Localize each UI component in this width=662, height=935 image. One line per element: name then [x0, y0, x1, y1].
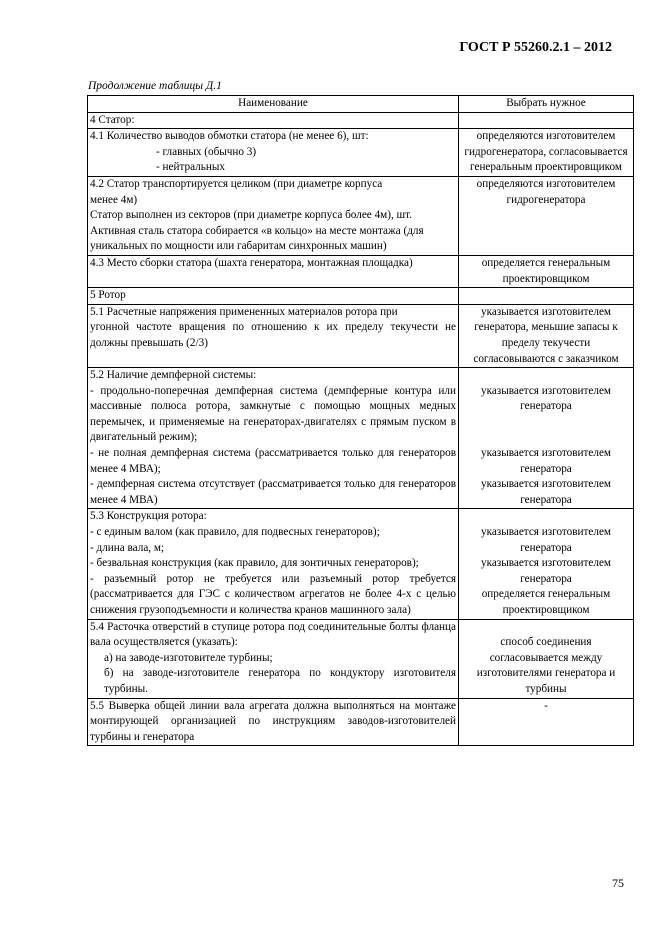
row-choice-cell: указывается изготовителем генератора указывается изготовителем генератора указывается изготовителем генератора: [459, 368, 634, 509]
table-row: [88, 112, 634, 129]
row-name-cell: 4.1 Количество выводов обмотки статора (не менее 6), шт: - главных (обычно 3) - нейтральных: [88, 129, 459, 177]
row-choice-cell: определяются изготовителем гидрогенератора, согласовывается генеральным проектировщиком: [459, 129, 634, 177]
row-choice-cell: способ соединения согласовывается между изготовителями генератора и турбины: [459, 619, 634, 698]
document-code: ГОСТ Р 55260.2.1 – 2012: [459, 40, 612, 55]
table-row: [88, 129, 634, 177]
requirements-table: [87, 95, 634, 746]
table-row: [88, 288, 634, 305]
column-header-name: Наименование: [88, 96, 459, 113]
table-row: [88, 304, 634, 367]
row-name-cell: 5.3 Конструкция ротора: - с единым валом (как правило, для подвесных генераторов); - длина вала, м; - безвальная конструкция (как правило, для зонтичных генераторов); - разъемный ротор не требуется или разъемный ротор требуется (рассматривается для ГЭС с количеством агрегатов не более 4-х с целью снижения грузоподъемности и количества кранов машинного зала): [88, 509, 459, 619]
row-name-cell: 5.5 Выверка общей линии вала агрегата должна выполняться на монтаже монтирующей организацией по инструкциям заводов-изготовителей турбины и генератора: [88, 698, 459, 746]
table-row: [88, 698, 634, 746]
row-choice-cell: -: [459, 698, 634, 746]
row-name-cell: 5.2 Наличие демпферной системы: - продольно-поперечная демпферная система (демпферные контура или массивные полюса ротора, замкнутые с помощью мощных медных перемычек, и применяемые на генераторах-двигателях с прямым пуском в двигательный режим); - не полная демпферная система (рассматривается только для генераторов менее 4 МВА); - демпферная система отсутствует (рассматривается только для генераторов менее 4 МВА): [88, 368, 459, 509]
table-row: [88, 509, 634, 619]
row-name-cell: 4 Статор:: [88, 112, 459, 129]
row-choice-cell: определяется генеральным проектировщиком: [459, 255, 634, 287]
row-choice-cell: определяются изготовителем гидрогенератора: [459, 176, 634, 255]
table-row: [88, 255, 634, 287]
row-name-cell: 5.1 Расчетные напряжения примененных материалов ротора при угонной частоте вращения по отношению к их пределу текучести не должны превышать (2/3): [88, 304, 459, 367]
table-caption: Продолжение таблицы Д.1: [88, 80, 222, 92]
row-name-cell: 5.4 Расточка отверстий в ступице ротора под соединительные болты фланца вала осуществляется (указать): а) на заводе-изготовителе турбины; б) на заводе-изготовителе генератора по кондуктору изготовителя турбины.: [88, 619, 459, 698]
page-number: 75: [612, 876, 624, 890]
row-choice-cell: [459, 112, 634, 129]
table-row: [88, 176, 634, 255]
row-choice-cell: указывается изготовителем генератора указывается изготовителем генератора определяется генеральным проектировщиком: [459, 509, 634, 619]
table-row: [88, 368, 634, 509]
row-choice-cell: [459, 288, 634, 305]
row-choice-cell: указывается изготовителем генератора, меньшие запасы к пределу текучести согласовываются с заказчиком: [459, 304, 634, 367]
row-name-cell: 4.3 Место сборки статора (шахта генератора, монтажная площадка): [88, 255, 459, 287]
table-header-row: [88, 96, 634, 113]
row-name-cell: 4.2 Статор транспортируется целиком (при диаметре корпуса менее 4м) Статор выполнен из секторов (при диаметре корпуса более 4м), шт. Активная сталь статора собирается «в кольцо» на месте монтажа (для уникальных по мощности или габаритам синхронных машин): [88, 176, 459, 255]
column-header-choice: Выбрать нужное: [459, 96, 634, 113]
table-row: [88, 619, 634, 698]
row-name-cell: 5 Ротор: [88, 288, 459, 305]
